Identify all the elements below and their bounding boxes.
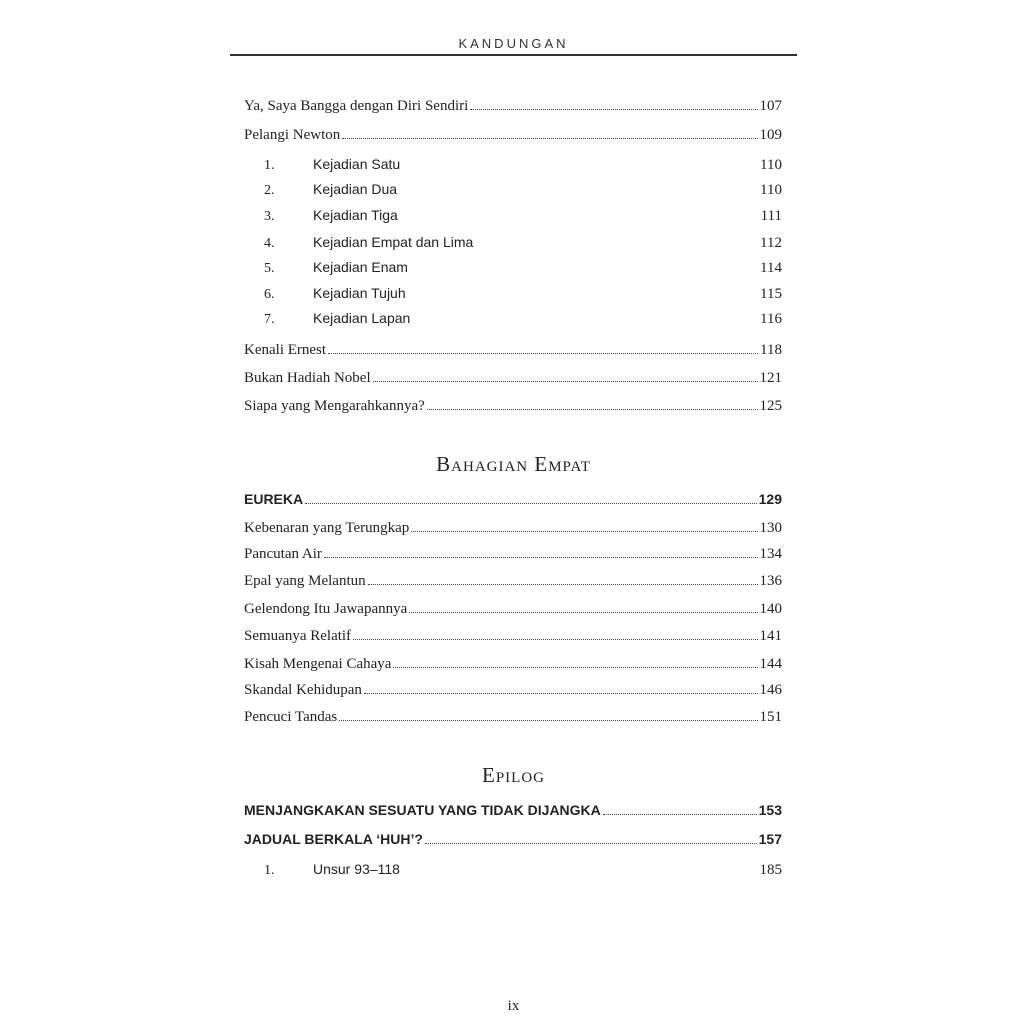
toc-subentry[interactable] — [264, 257, 782, 279]
toc-entry[interactable] — [244, 368, 782, 388]
dot-leader — [603, 814, 757, 815]
toc-entry-title: Skandal Kehidupan — [244, 682, 362, 698]
toc-entry-title: Pelangi Newton — [244, 127, 341, 143]
toc-entry-title: JADUAL BERKALA ‘HUH’? — [244, 831, 423, 847]
toc-subentry[interactable] — [264, 308, 782, 330]
toc-entry-page: 118 — [760, 342, 782, 358]
toc-entry-title: Kebenaran yang Terungkap — [244, 520, 410, 536]
subentry-title: Kejadian Satu — [313, 156, 401, 172]
toc-subentry[interactable] — [264, 283, 782, 305]
dot-leader — [305, 503, 757, 504]
toc-entry[interactable] — [244, 544, 782, 564]
subentry-number: 1. — [264, 863, 275, 878]
toc-entry-title: Semuanya Relatif — [244, 628, 352, 644]
subentry-page: 115 — [760, 286, 782, 302]
toc-entry-title: Kisah Mengenai Cahaya — [244, 656, 392, 672]
toc-entry[interactable] — [244, 96, 782, 116]
subentry-number: 5. — [264, 261, 275, 276]
section-heading-epilog: Epilog — [482, 763, 545, 787]
toc-entry-page: 153 — [758, 802, 782, 818]
toc-entry-title: Ya, Saya Bangga dengan Diri Sendiri — [244, 98, 469, 114]
toc-entry[interactable] — [244, 707, 782, 727]
subentry-number: 3. — [264, 209, 275, 224]
header-rule — [230, 54, 797, 56]
dot-leader — [411, 531, 757, 532]
subentry-page: 112 — [760, 235, 782, 251]
dot-leader — [324, 557, 758, 558]
toc-entry-page: 107 — [759, 98, 782, 114]
toc-entry[interactable] — [244, 518, 782, 538]
dot-leader — [393, 667, 757, 668]
subentry-number: 6. — [264, 287, 275, 302]
subentry-page: 110 — [760, 157, 782, 173]
subentry-number: 7. — [264, 312, 275, 327]
footer-page-number: ix — [507, 998, 520, 1014]
toc-subentry[interactable] — [264, 859, 782, 881]
toc-entry-page: 157 — [758, 831, 782, 847]
toc-entry-title: Siapa yang Mengarahkannya? — [244, 398, 425, 414]
subentry-title: Kejadian Tujuh — [313, 285, 406, 301]
subentry-page: 114 — [760, 260, 782, 276]
toc-subentry[interactable] — [264, 205, 782, 227]
dot-leader — [425, 843, 757, 844]
dot-leader — [368, 584, 758, 585]
toc-entry[interactable] — [244, 680, 782, 700]
toc-entry[interactable] — [244, 599, 782, 619]
toc-entry-main[interactable] — [244, 829, 782, 849]
subentry-page: 116 — [760, 311, 782, 327]
dot-leader — [342, 138, 757, 139]
subentry-number: 4. — [264, 236, 275, 251]
toc-entry-page: 151 — [759, 709, 782, 725]
dot-leader — [339, 720, 757, 721]
toc-entry[interactable] — [244, 626, 782, 646]
subentry-title: Kejadian Empat dan Lima — [313, 234, 474, 250]
toc-entry[interactable] — [244, 340, 782, 360]
dot-leader — [373, 381, 758, 382]
toc-entry-page: 134 — [759, 546, 782, 562]
dot-leader — [364, 693, 758, 694]
toc-subentry[interactable] — [264, 154, 782, 176]
subentry-title: Kejadian Enam — [313, 259, 408, 275]
toc-entry[interactable] — [244, 571, 782, 591]
section-heading-part-four: Bahagian Empat — [436, 452, 591, 476]
subentry-page: 111 — [760, 208, 782, 224]
toc-entry-page: 136 — [759, 573, 782, 589]
toc-entry[interactable] — [244, 654, 782, 674]
toc-entry-title: Bukan Hadiah Nobel — [244, 370, 371, 386]
dot-leader — [328, 353, 758, 354]
subentry-page: 110 — [760, 182, 782, 198]
subentry-title: Unsur 93–118 — [313, 861, 400, 877]
toc-entry-page: 121 — [759, 370, 782, 386]
subentry-number: 2. — [264, 183, 275, 198]
toc-entry-title: Gelendong Itu Jawapannya — [244, 601, 408, 617]
subentry-title: Kejadian Tiga — [313, 207, 398, 223]
dot-leader — [409, 612, 757, 613]
toc-entry-page: 129 — [758, 491, 782, 507]
toc-entry[interactable] — [244, 125, 782, 145]
dot-leader — [427, 409, 758, 410]
dot-leader — [470, 109, 757, 110]
toc-entry-page: 144 — [759, 656, 782, 672]
toc-entry-page: 140 — [759, 601, 782, 617]
toc-entry-title: EUREKA — [244, 491, 304, 507]
subentry-page: 185 — [759, 862, 782, 878]
dot-leader — [353, 639, 757, 640]
toc-entry-page: 141 — [759, 628, 782, 644]
toc-entry-main[interactable] — [244, 800, 782, 820]
subentry-number: 1. — [264, 158, 275, 173]
toc-subentry[interactable] — [264, 232, 782, 254]
toc-entry-title: Epal yang Melantun — [244, 573, 366, 589]
toc-entry-title: Pencuci Tandas — [244, 709, 338, 725]
toc-entry-main[interactable] — [244, 489, 782, 509]
page-header-title: KANDUNGAN — [458, 36, 569, 51]
toc-entry-page: 130 — [759, 520, 782, 536]
toc-entry[interactable] — [244, 396, 782, 416]
toc-entry-page: 146 — [759, 682, 782, 698]
subentry-title: Kejadian Lapan — [313, 310, 411, 326]
toc-subentry[interactable] — [264, 179, 782, 201]
subentry-title: Kejadian Dua — [313, 181, 398, 197]
toc-entry-title: MENJANGKAKAN SESUATU YANG TIDAK DIJANGKA — [244, 802, 601, 818]
toc-entry-page: 125 — [759, 398, 782, 414]
toc-entry-page: 109 — [759, 127, 782, 143]
toc-entry-title: Kenali Ernest — [244, 342, 327, 358]
toc-entry-title: Pancutan Air — [244, 546, 322, 562]
